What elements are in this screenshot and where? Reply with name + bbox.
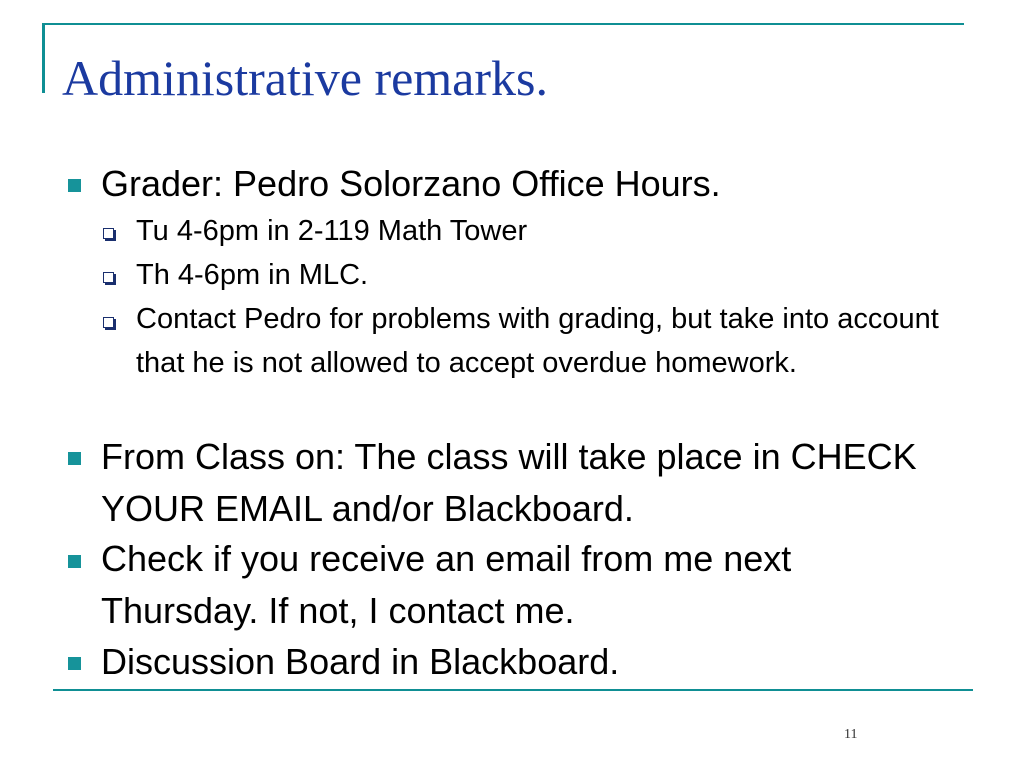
bottom-rule [53,689,973,691]
top-rule [44,23,964,25]
bullet-grader: Grader: Pedro Solorzano Office Hours. [101,163,721,204]
page-number: 11 [844,727,858,742]
bullet-discussion-board: Discussion Board in Blackboard. [101,641,620,682]
bullet-check-email: Check if you receive an email from me next Thursday. If not, I contact me. [101,538,792,631]
bullet-square-icon [68,179,81,192]
bullet-thursday-hours: Th 4-6pm in MLC. [136,259,369,291]
bullet-hollow-square-icon [103,228,114,239]
bullet-hollow-square-icon [103,272,114,283]
slide-title: Administrative remarks. [62,50,548,106]
bullet-hollow-square-icon [103,317,114,328]
bullet-tuesday-hours: Tu 4-6pm in 2-119 Math Tower [136,215,528,247]
bullet-class-location: From Class on: The class will take place in CHECK YOUR EMAIL and/or Blackboard. [101,436,917,529]
bullet-square-icon [68,452,81,465]
bullet-contact-pedro: Contact Pedro for problems with grading, but take into account that he is not allowed to accept overdue homework. [136,303,939,379]
left-rule [42,23,45,93]
bullet-square-icon [68,657,81,670]
bullet-square-icon [68,555,81,568]
